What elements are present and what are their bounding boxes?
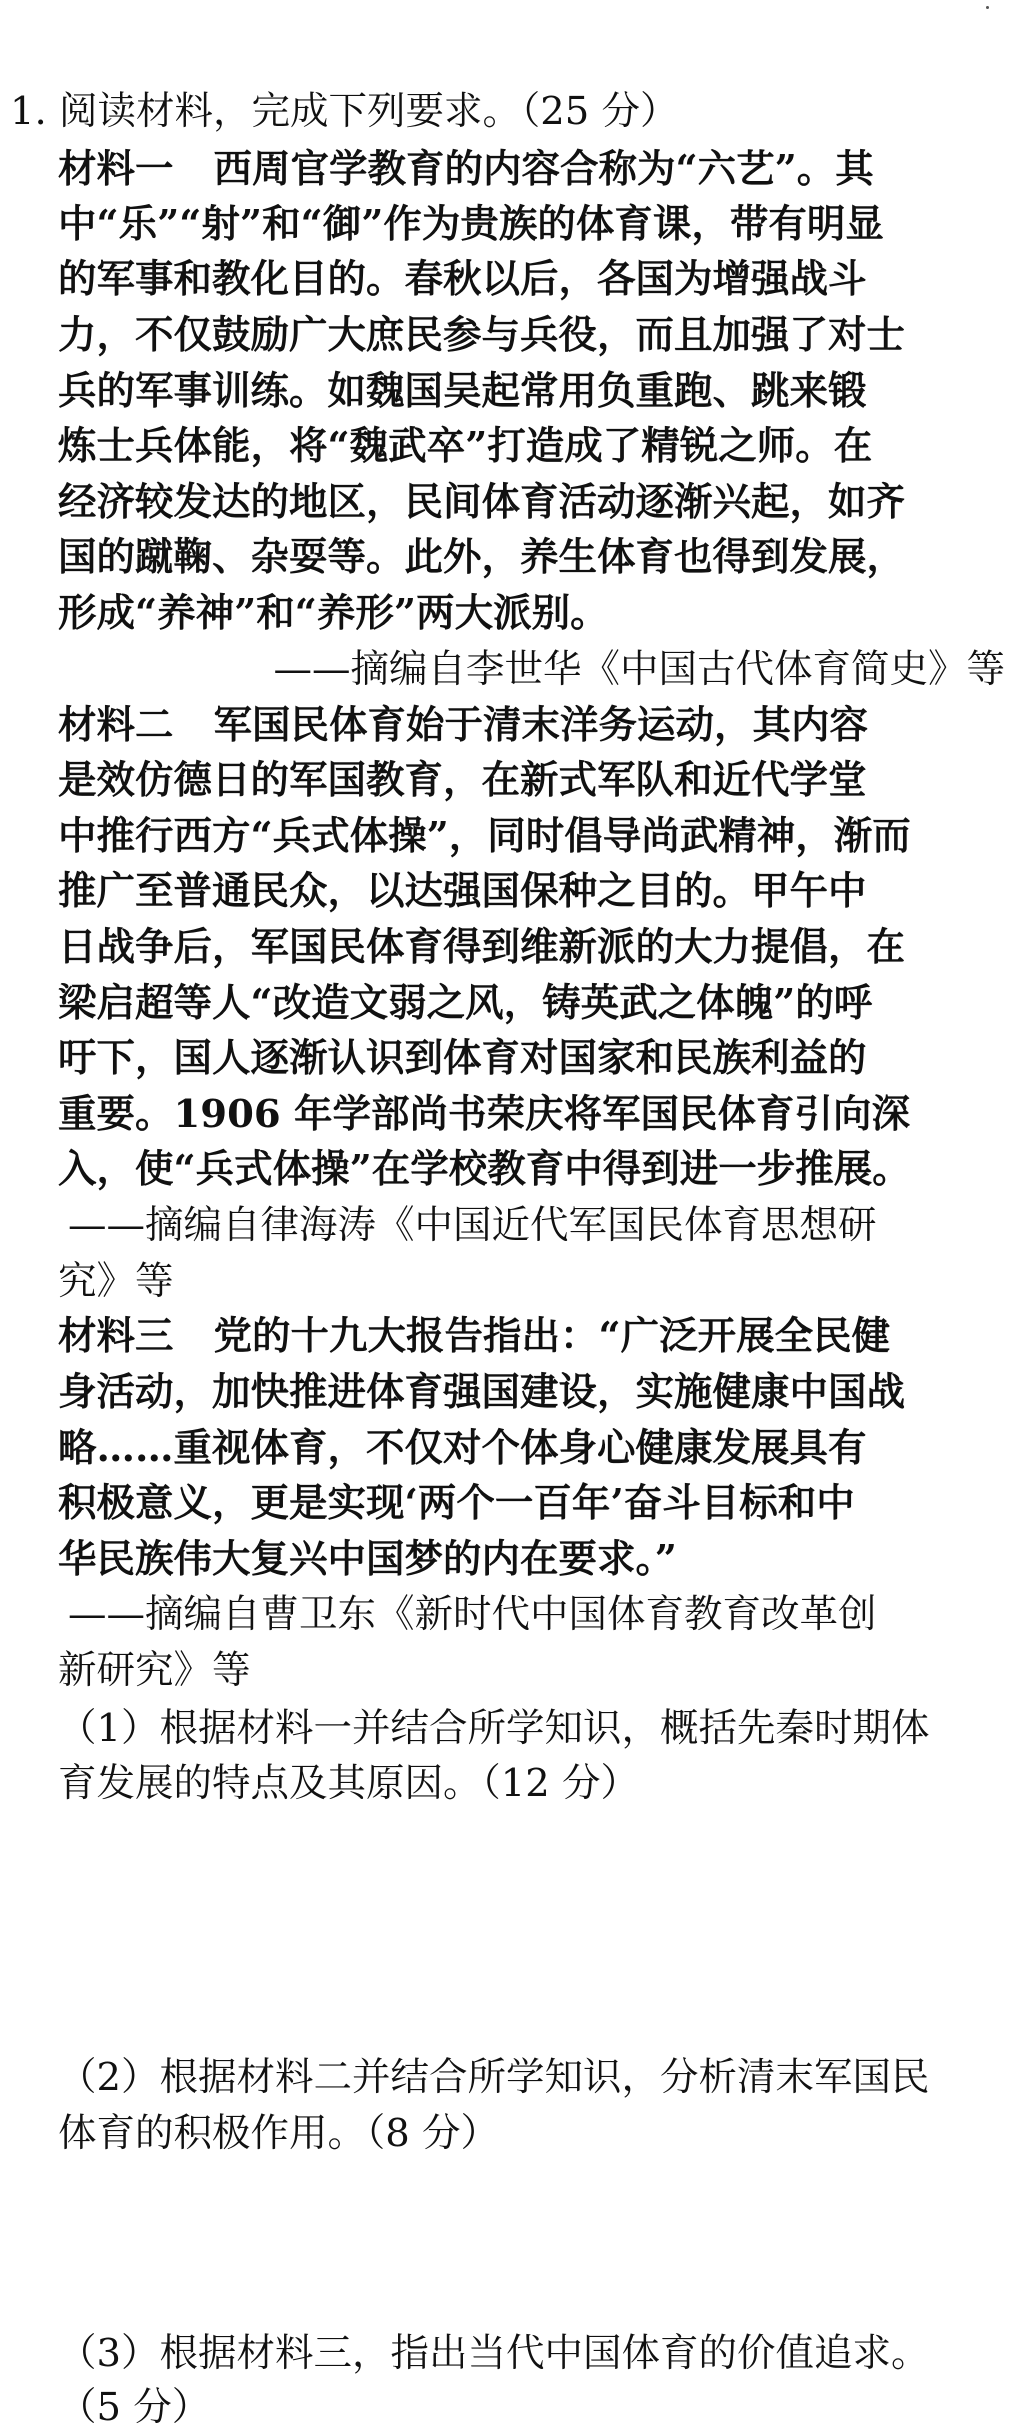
material3-line: 党的十九大报告指出：“广泛开展全民健 [213, 1314, 891, 1359]
material1-line: 经济较发达的地区，民间体育活动逐渐兴起，如齐 [58, 480, 906, 525]
material2-line: 入，使“兵式体操”在学校教育中得到进一步推展。 [58, 1147, 911, 1192]
scan-speck [986, 6, 989, 9]
material2-label: 材料二 [58, 703, 174, 748]
material3-first-line [58, 1311, 1029, 1363]
material1-line: 炼士兵体能，将“魏武卒”打造成了精锐之师。在 [58, 424, 873, 469]
material2-line: 中推行西方“兵式体操”，同时倡导尚武精神，渐而 [58, 814, 911, 859]
material3-line: 华民族伟大复兴中国梦的内在要求。” [58, 1537, 677, 1582]
material2-line: 是效仿德日的军国教育，在新式军队和近代学堂 [58, 758, 867, 803]
material1-line: 西周官学教育的内容合称为“六艺”。其 [213, 147, 874, 192]
material3-label: 材料三 [58, 1314, 174, 1359]
material2-first-line [58, 700, 1029, 752]
material3-source-line: 新研究》等 [58, 1648, 251, 1693]
material3-line: 略……重视体育，不仅对个体身心健康发展具有 [58, 1426, 867, 1471]
material2-line: 日战争后，军国民体育得到维新派的大力提倡，在 [58, 925, 906, 970]
material1-line: 中“乐”“射”和“御”作为贵族的体育课，带有明显 [58, 202, 884, 247]
material1-source-text: ——摘编自李世华《中国古代体育简史》等 [273, 647, 1005, 692]
material1-label: 材料一 [58, 147, 174, 192]
material1-line: 兵的军事训练。如魏国吴起常用负重跑、跳来锻 [58, 369, 867, 414]
material2-line: 军国民体育始于清末洋务运动，其内容 [213, 703, 869, 748]
subquestion-2-line: （2）根据材料二并结合所学知识，分析清末军国民 [58, 2055, 930, 2100]
material3-line: 积极意义，更是实现‘两个一百年’奋斗目标和中 [58, 1481, 855, 1526]
material1-line: 力，不仅鼓励广大庶民参与兵役，而且加强了对士 [58, 313, 906, 358]
subquestion-1-line: （1）根据材料一并结合所学知识，概括先秦时期体 [58, 1706, 930, 1751]
material2-line: 重要。1906 年学部尚书荣庆将军国民体育引向深 [58, 1092, 911, 1137]
material2-line: 吁下，国人逐渐认识到体育对国家和民族利益的 [58, 1036, 867, 1081]
material2-source-line: 究》等 [58, 1259, 174, 1304]
material2-line: 推广至普通民众，以达强国保种之目的。甲午中 [58, 869, 867, 914]
material1-line: 形成“养神”和“养形”两大派别。 [58, 591, 609, 636]
subquestion-3-line: （3）根据材料三，指出当代中国体育的价值追求。 [58, 2331, 930, 2376]
material1-first-line [58, 144, 1029, 196]
material3-source-line: ——摘编自曹卫东《新时代中国体育教育改革创 [68, 1592, 877, 1637]
material1-source [0, 644, 1005, 696]
material2-line: 梁启超等人“改造文弱之风，铸英武之体魄”的呼 [58, 981, 873, 1026]
material1-line: 的军事和教化目的。春秋以后，各国为增强战斗 [58, 257, 867, 302]
material3-line: 身活动，加快推进体育强国建设，实施健康中国战 [58, 1370, 906, 1415]
question-title: 1. 阅读材料，完成下列要求。（25 分） [10, 89, 679, 134]
subquestion-3-line: （5 分） [58, 2385, 211, 2430]
subquestion-2-line: 体育的积极作用。（8 分） [58, 2111, 499, 2156]
subquestion-1-line: 育发展的特点及其原因。（12 分） [58, 1761, 639, 1806]
material2-source-line: ——摘编自律海涛《中国近代军国民体育思想研 [68, 1203, 877, 1248]
material1-line: 国的蹴鞠、杂耍等。此外，养生体育也得到发展， [58, 535, 906, 580]
